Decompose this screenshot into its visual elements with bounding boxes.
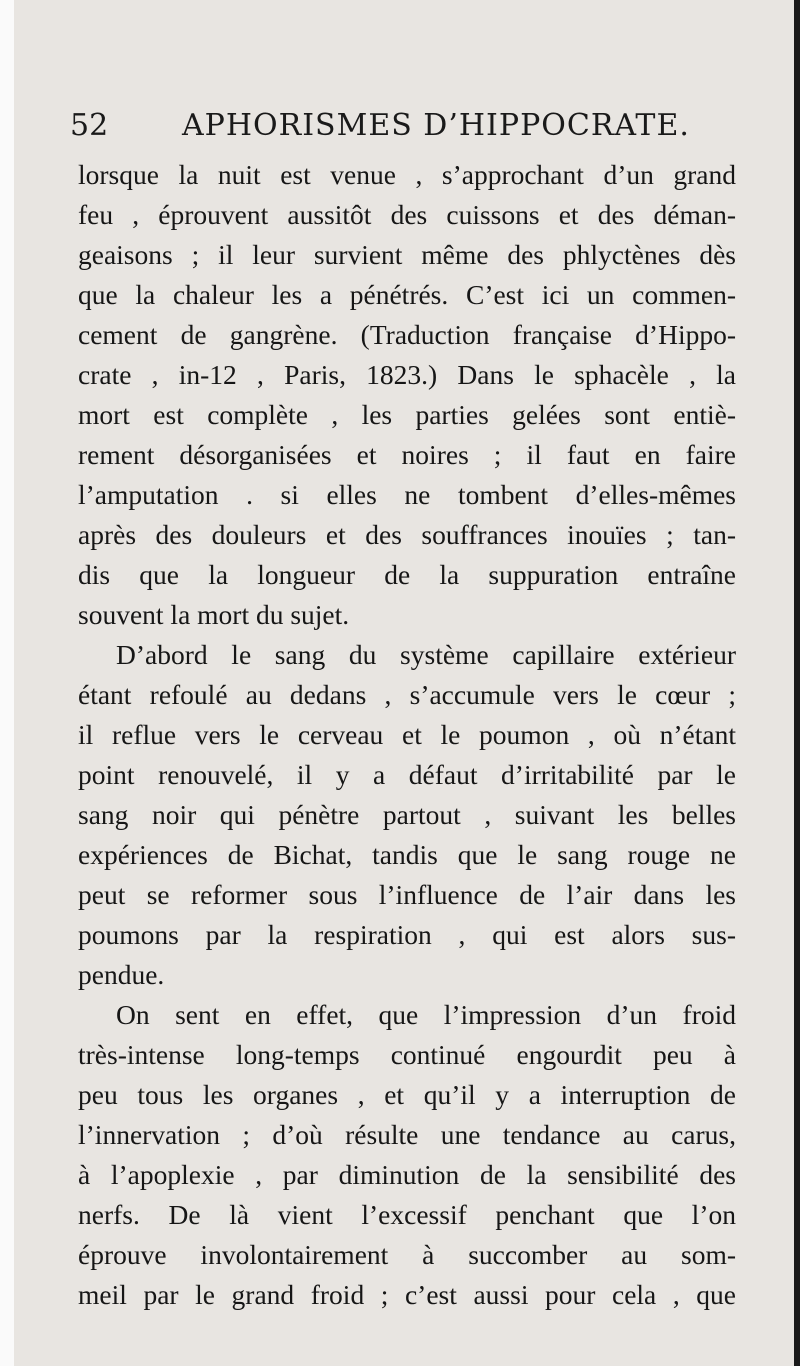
text-line: à l’apoplexie , par diminution de la sensibilité des — [78, 1159, 736, 1190]
text-line: dis que la longueur de la suppuration entraîne — [78, 559, 736, 590]
text-line: rement désorganisées et noires ; il faut en faire — [78, 439, 736, 470]
text-line: il reflue vers le cerveau et le poumon , où n’étant — [78, 719, 736, 750]
text-line: l’amputation . si elles ne tombent d’elles-mêmes — [78, 479, 736, 510]
text-line: nerfs. De là vient l’excessif penchant que l’on — [78, 1199, 736, 1230]
text-line: mort est complète , les parties gelées sont entiè- — [78, 399, 736, 430]
text-line: que la chaleur les a pénétrés. C’est ici un commen- — [78, 279, 736, 310]
page-number: 52 — [70, 108, 109, 143]
text-line: crate , in-12 , Paris, 1823.) Dans le sphacèle , la — [78, 359, 736, 390]
page-right-edge — [794, 0, 800, 1366]
text-line: très-intense long-temps continué engourdit peu à — [78, 1039, 736, 1070]
text-line: après des douleurs et des souffrances inouïes ; tan- — [78, 519, 736, 550]
text-line: cement de gangrène. (Traduction française d’Hippo- — [78, 319, 736, 350]
text-line: peu tous les organes , et qu’il y a interruption de — [78, 1079, 736, 1110]
text-line: On sent en effet, que l’impression d’un froid — [116, 999, 736, 1030]
text-line: feu , éprouvent aussitôt des cuissons et des déman- — [78, 199, 736, 230]
running-title: APHORISMES D’HIPPOCRATE. — [182, 108, 690, 143]
text-line: expériences de Bichat, tandis que le sang rouge ne — [78, 839, 736, 870]
text-line: point renouvelé, il y a défaut d’irritabilité par le — [78, 759, 736, 790]
paragraph-3 — [78, 995, 736, 1315]
text-line: D’abord le sang du système capillaire extérieur — [116, 639, 736, 670]
text-line: peut se reformer sous l’influence de l’air dans les — [78, 879, 736, 910]
running-header — [40, 108, 740, 152]
text-line: poumons par la respiration , qui est alors sus- — [78, 919, 736, 950]
text-line: geaisons ; il leur survient même des phlyctènes dès — [78, 239, 736, 270]
text-line: lorsque la nuit est venue , s’approchant d’un grand — [78, 159, 736, 190]
text-line: étant refoulé au dedans , s’accumule vers le cœur ; — [78, 679, 736, 710]
body-text — [78, 155, 736, 1315]
text-line: meil par le grand froid ; c’est aussi pour cela , que — [78, 1279, 736, 1310]
text-line: l’innervation ; d’où résulte une tendance au carus, — [78, 1119, 736, 1150]
paragraph-1 — [78, 155, 736, 635]
page-left-margin — [0, 0, 14, 1366]
paragraph-2 — [78, 635, 736, 995]
text-line: pendue. — [78, 959, 165, 990]
text-line: souvent la mort du sujet. — [78, 599, 350, 630]
text-line: sang noir qui pénètre partout , suivant les belles — [78, 799, 736, 830]
text-line: éprouve involontairement à succomber au som- — [78, 1239, 736, 1270]
